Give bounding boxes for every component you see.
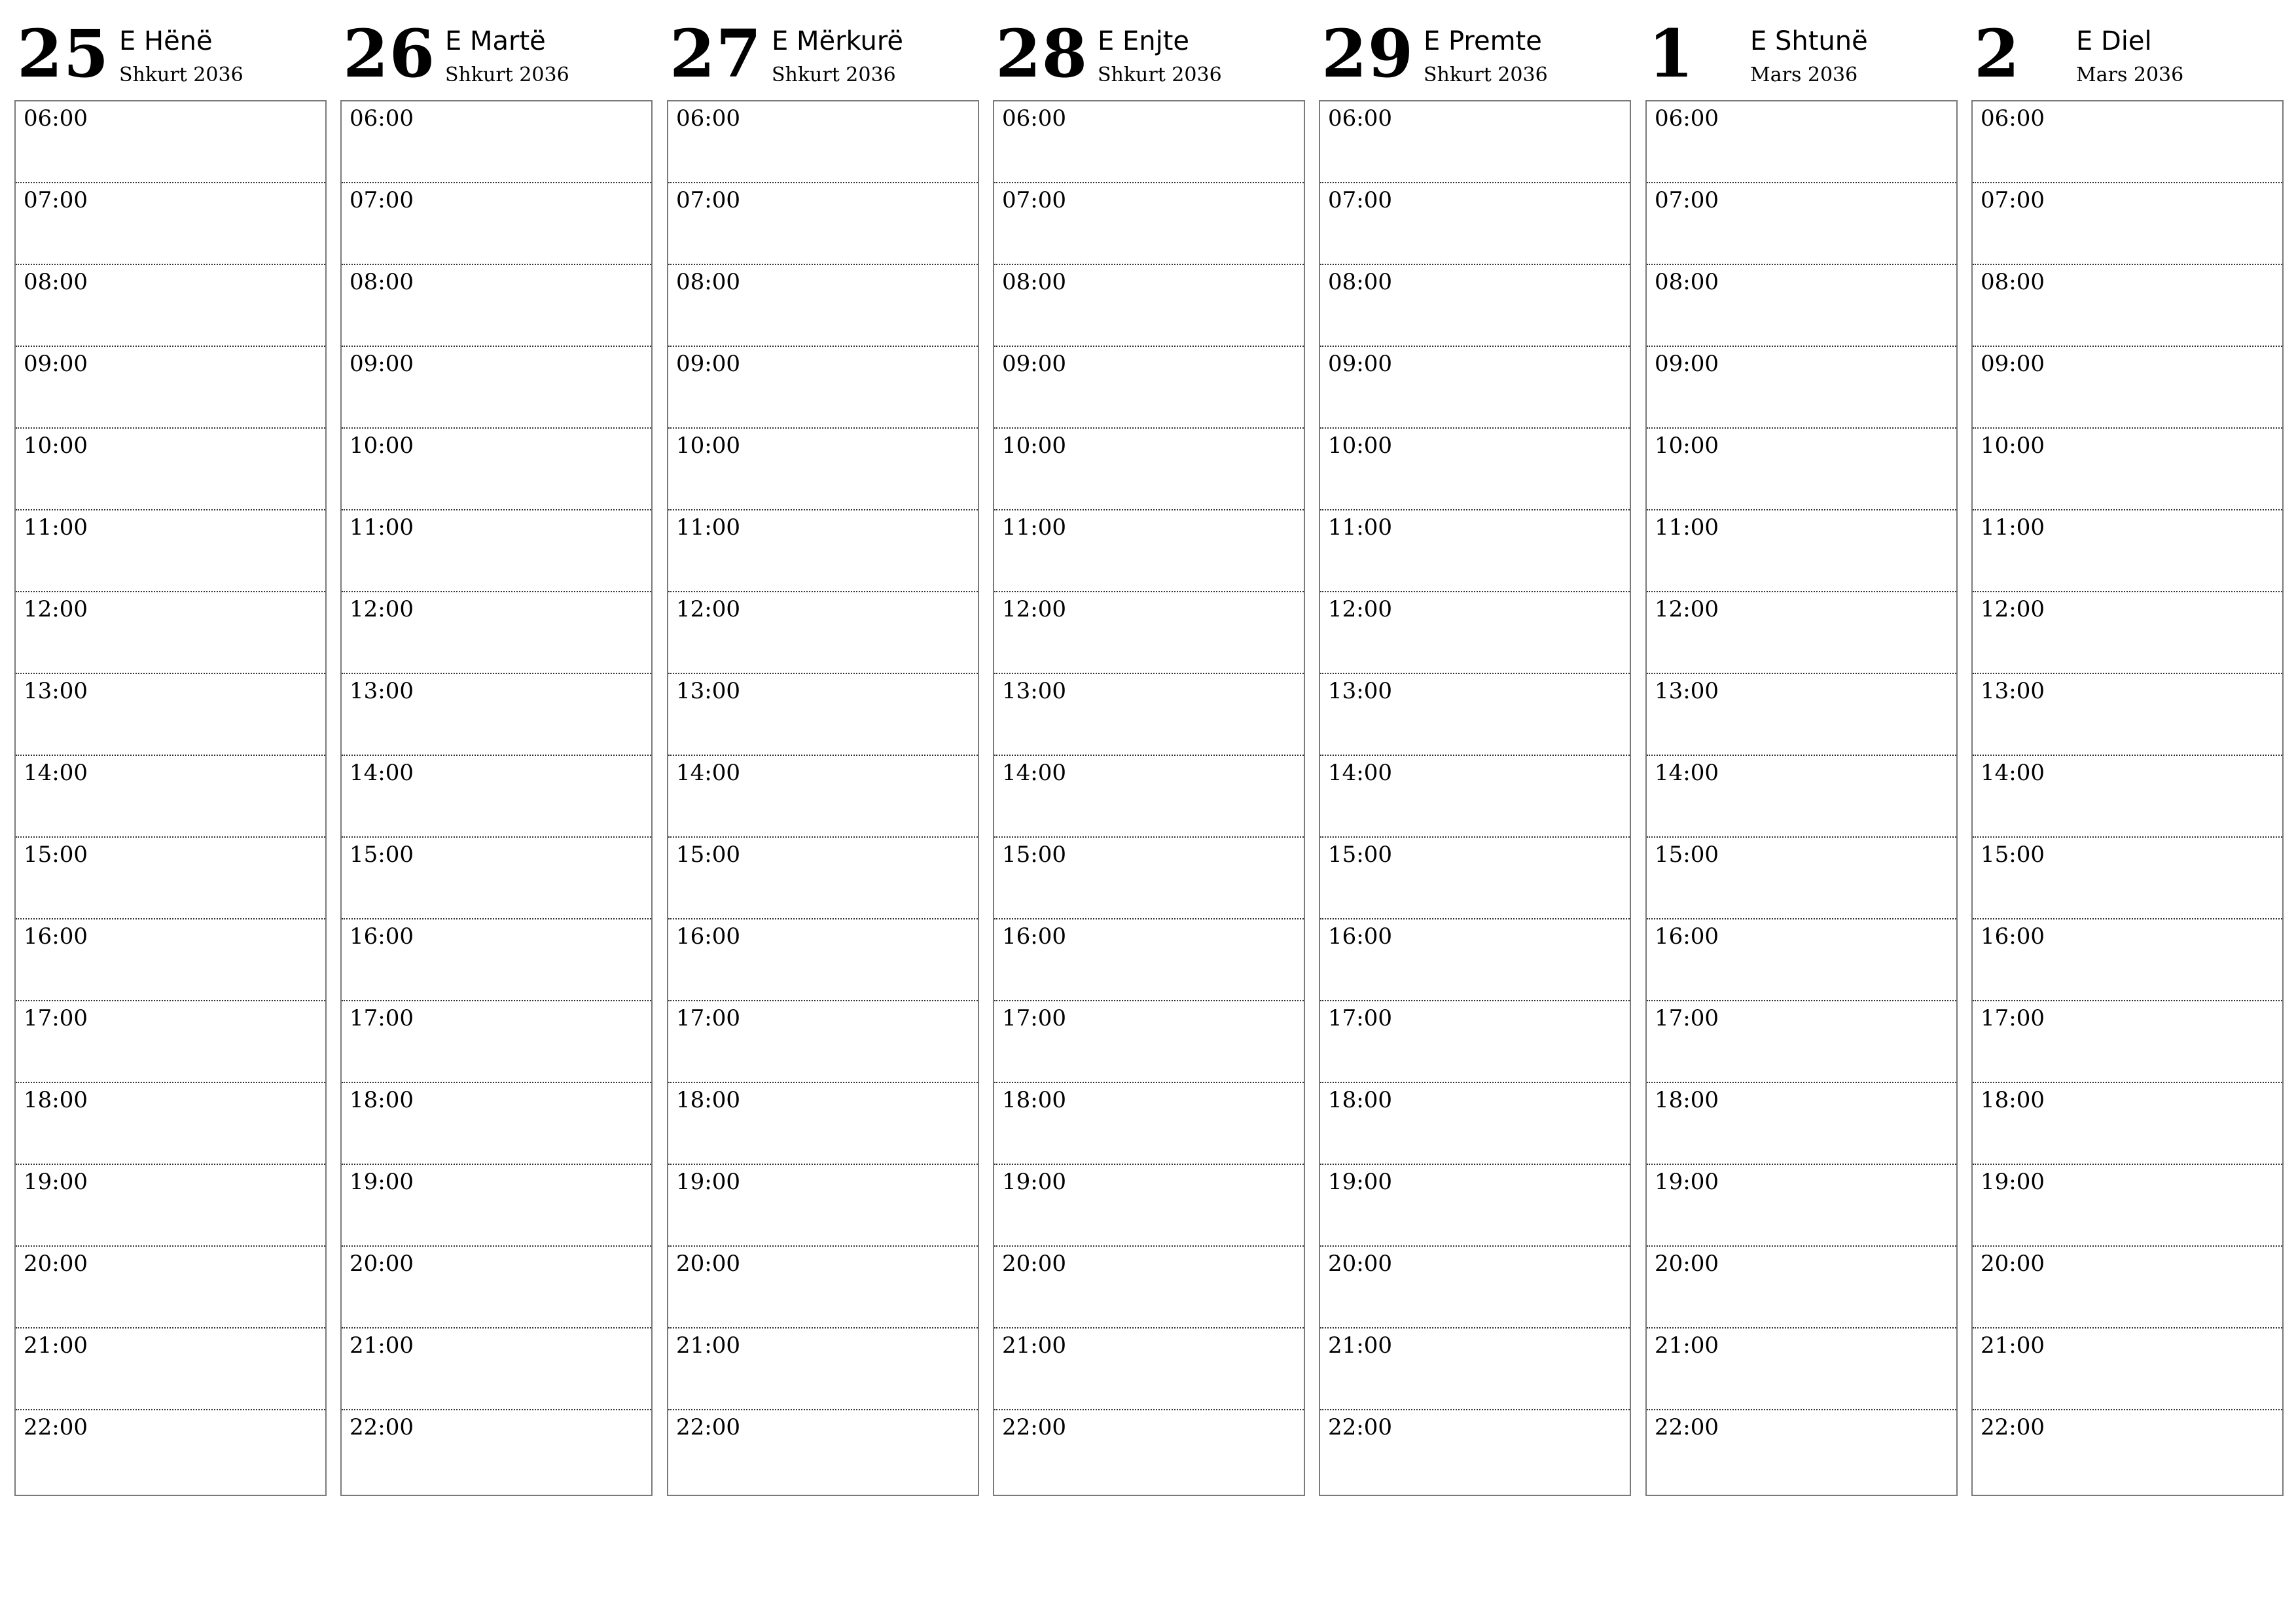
- day-column: [1319, 0, 1631, 1505]
- time-slot[interactable]: [994, 756, 1304, 838]
- slot-time: 10:00: [1981, 433, 2045, 459]
- slot-time: 19:00: [1328, 1169, 1392, 1195]
- slot-time: 09:00: [24, 351, 88, 377]
- time-slot[interactable]: [668, 1410, 978, 1492]
- slot-time: 18:00: [676, 1087, 740, 1113]
- time-slot[interactable]: [1973, 510, 2282, 592]
- slot-time: 14:00: [1655, 760, 1719, 786]
- slot-time: 22:00: [1002, 1414, 1066, 1440]
- time-slot[interactable]: [16, 265, 325, 347]
- time-slot[interactable]: [1973, 347, 2282, 429]
- slot-time: 11:00: [350, 514, 414, 541]
- time-slot[interactable]: [1320, 347, 1630, 429]
- slot-time: 17:00: [676, 1005, 740, 1031]
- slot-time: 08:00: [1655, 269, 1719, 295]
- slot-time: 07:00: [1655, 187, 1719, 213]
- time-slot[interactable]: [342, 1165, 651, 1247]
- day-number: 2: [1974, 15, 2020, 92]
- time-slot[interactable]: [668, 265, 978, 347]
- time-slot[interactable]: [1647, 592, 1956, 674]
- slot-time: 13:00: [1002, 678, 1066, 704]
- day-name: E Shtunë: [1750, 26, 1868, 56]
- time-slot[interactable]: [1320, 1410, 1630, 1492]
- time-slot[interactable]: [1973, 1247, 2282, 1329]
- time-slot[interactable]: [1320, 838, 1630, 919]
- slot-time: 16:00: [676, 923, 740, 950]
- slot-time: 18:00: [1328, 1087, 1392, 1113]
- time-slot[interactable]: [994, 1247, 1304, 1329]
- time-slot[interactable]: [16, 1329, 325, 1410]
- time-slot[interactable]: [1320, 1083, 1630, 1165]
- time-slot[interactable]: [1647, 265, 1956, 347]
- time-slot[interactable]: [668, 347, 978, 429]
- slot-time: 06:00: [1981, 105, 2045, 132]
- slot-time: 08:00: [676, 269, 740, 295]
- time-slot[interactable]: [16, 919, 325, 1001]
- day-header: [667, 0, 979, 98]
- day-number: 26: [343, 15, 436, 92]
- time-slot[interactable]: [1973, 592, 2282, 674]
- slot-time: 21:00: [1981, 1332, 2045, 1359]
- slot-time: 07:00: [1981, 187, 2045, 213]
- time-slot[interactable]: [1973, 1083, 2282, 1165]
- time-slot[interactable]: [16, 1001, 325, 1083]
- slot-time: 16:00: [24, 923, 88, 950]
- time-slot[interactable]: [994, 674, 1304, 756]
- time-slot[interactable]: [1973, 265, 2282, 347]
- slot-time: 13:00: [1328, 678, 1392, 704]
- slot-time: 07:00: [1002, 187, 1066, 213]
- slot-time: 22:00: [1328, 1414, 1392, 1440]
- day-column: [14, 0, 327, 1505]
- slot-time: 10:00: [1328, 433, 1392, 459]
- time-slot[interactable]: [668, 1247, 978, 1329]
- slot-time: 07:00: [1328, 187, 1392, 213]
- slot-time: 21:00: [676, 1332, 740, 1359]
- time-slot[interactable]: [994, 183, 1304, 265]
- slot-time: 17:00: [24, 1005, 88, 1031]
- day-header: [1319, 0, 1631, 98]
- time-slot[interactable]: [1320, 1329, 1630, 1410]
- day-month: Shkurt 2036: [1424, 63, 1548, 86]
- slot-time: 12:00: [676, 596, 740, 622]
- slot-time: 07:00: [350, 187, 414, 213]
- time-slot[interactable]: [1647, 101, 1956, 183]
- slot-time: 19:00: [676, 1169, 740, 1195]
- slot-time: 17:00: [1002, 1005, 1066, 1031]
- time-slot[interactable]: [1973, 838, 2282, 919]
- time-slot[interactable]: [1647, 429, 1956, 510]
- slot-time: 20:00: [1655, 1251, 1719, 1277]
- slot-time: 10:00: [676, 433, 740, 459]
- day-schedule: [1971, 100, 2284, 1496]
- slot-time: 10:00: [24, 433, 88, 459]
- time-slot[interactable]: [1647, 510, 1956, 592]
- time-slot[interactable]: [342, 919, 651, 1001]
- time-slot[interactable]: [994, 1410, 1304, 1492]
- slot-time: 18:00: [24, 1087, 88, 1113]
- slot-time: 13:00: [676, 678, 740, 704]
- time-slot[interactable]: [1647, 1410, 1956, 1492]
- slot-time: 12:00: [1655, 596, 1719, 622]
- time-slot[interactable]: [16, 347, 325, 429]
- slot-time: 18:00: [350, 1087, 414, 1113]
- time-slot[interactable]: [342, 674, 651, 756]
- day-schedule: [14, 100, 327, 1496]
- slot-time: 17:00: [1655, 1005, 1719, 1031]
- slot-time: 18:00: [1981, 1087, 2045, 1113]
- time-slot[interactable]: [994, 510, 1304, 592]
- slot-time: 12:00: [1002, 596, 1066, 622]
- time-slot[interactable]: [994, 1165, 1304, 1247]
- time-slot[interactable]: [1647, 838, 1956, 919]
- time-slot[interactable]: [342, 1083, 651, 1165]
- time-slot[interactable]: [994, 592, 1304, 674]
- time-slot[interactable]: [342, 265, 651, 347]
- slot-time: 10:00: [1002, 433, 1066, 459]
- slot-time: 21:00: [1328, 1332, 1392, 1359]
- slot-time: 21:00: [24, 1332, 88, 1359]
- slot-time: 20:00: [350, 1251, 414, 1277]
- time-slot[interactable]: [1647, 1329, 1956, 1410]
- slot-time: 12:00: [24, 596, 88, 622]
- time-slot[interactable]: [994, 101, 1304, 183]
- time-slot[interactable]: [342, 510, 651, 592]
- time-slot[interactable]: [1973, 674, 2282, 756]
- slot-time: 08:00: [24, 269, 88, 295]
- day-month: Mars 2036: [1750, 63, 1858, 86]
- time-slot[interactable]: [1973, 101, 2282, 183]
- slot-time: 11:00: [1328, 514, 1392, 541]
- day-schedule: [993, 100, 1305, 1496]
- slot-time: 15:00: [1328, 842, 1392, 868]
- slot-time: 18:00: [1655, 1087, 1719, 1113]
- time-slot[interactable]: [994, 1001, 1304, 1083]
- slot-time: 11:00: [1981, 514, 2045, 541]
- time-slot[interactable]: [668, 919, 978, 1001]
- slot-time: 12:00: [1328, 596, 1392, 622]
- slot-time: 16:00: [1328, 923, 1392, 950]
- time-slot[interactable]: [1647, 1083, 1956, 1165]
- slot-time: 13:00: [1655, 678, 1719, 704]
- day-month: Shkurt 2036: [772, 63, 896, 86]
- time-slot[interactable]: [668, 183, 978, 265]
- slot-time: 22:00: [1981, 1414, 2045, 1440]
- time-slot[interactable]: [342, 1001, 651, 1083]
- slot-time: 09:00: [1328, 351, 1392, 377]
- time-slot[interactable]: [1647, 183, 1956, 265]
- slot-time: 11:00: [676, 514, 740, 541]
- slot-time: 12:00: [1981, 596, 2045, 622]
- day-header: [1645, 0, 1958, 98]
- day-month: Shkurt 2036: [1098, 63, 1222, 86]
- slot-time: 20:00: [1328, 1251, 1392, 1277]
- slot-time: 21:00: [350, 1332, 414, 1359]
- slot-time: 22:00: [350, 1414, 414, 1440]
- time-slot[interactable]: [1320, 919, 1630, 1001]
- time-slot[interactable]: [1973, 1165, 2282, 1247]
- day-column: [993, 0, 1305, 1505]
- slot-time: 18:00: [1002, 1087, 1066, 1113]
- time-slot[interactable]: [668, 510, 978, 592]
- time-slot[interactable]: [16, 1247, 325, 1329]
- time-slot[interactable]: [1973, 429, 2282, 510]
- day-header: [1971, 0, 2284, 98]
- day-name: E Enjte: [1098, 26, 1190, 56]
- slot-time: 13:00: [350, 678, 414, 704]
- slot-time: 19:00: [24, 1169, 88, 1195]
- time-slot[interactable]: [994, 1083, 1304, 1165]
- slot-time: 19:00: [1002, 1169, 1066, 1195]
- time-slot[interactable]: [16, 429, 325, 510]
- slot-time: 08:00: [1002, 269, 1066, 295]
- slot-time: 13:00: [1981, 678, 2045, 704]
- slot-time: 13:00: [24, 678, 88, 704]
- slot-time: 08:00: [1981, 269, 2045, 295]
- time-slot[interactable]: [668, 1001, 978, 1083]
- day-column: [1645, 0, 1958, 1505]
- time-slot[interactable]: [1320, 756, 1630, 838]
- day-month: Shkurt 2036: [119, 63, 243, 86]
- slot-time: 20:00: [1981, 1251, 2045, 1277]
- time-slot[interactable]: [1320, 1247, 1630, 1329]
- slot-time: 09:00: [1981, 351, 2045, 377]
- time-slot[interactable]: [1973, 1410, 2282, 1492]
- day-name: E Martë: [445, 26, 546, 56]
- slot-time: 22:00: [676, 1414, 740, 1440]
- slot-time: 07:00: [676, 187, 740, 213]
- time-slot[interactable]: [1320, 183, 1630, 265]
- slot-time: 09:00: [1655, 351, 1719, 377]
- time-slot[interactable]: [1647, 1165, 1956, 1247]
- time-slot[interactable]: [16, 756, 325, 838]
- time-slot[interactable]: [342, 347, 651, 429]
- slot-time: 21:00: [1002, 1332, 1066, 1359]
- day-header: [340, 0, 653, 98]
- time-slot[interactable]: [1647, 919, 1956, 1001]
- slot-time: 15:00: [350, 842, 414, 868]
- time-slot[interactable]: [668, 101, 978, 183]
- time-slot[interactable]: [1973, 1001, 2282, 1083]
- slot-time: 15:00: [676, 842, 740, 868]
- time-slot[interactable]: [342, 1410, 651, 1492]
- time-slot[interactable]: [16, 1410, 325, 1492]
- time-slot[interactable]: [1647, 674, 1956, 756]
- slot-time: 06:00: [676, 105, 740, 132]
- slot-time: 14:00: [24, 760, 88, 786]
- slot-time: 15:00: [1002, 842, 1066, 868]
- time-slot[interactable]: [342, 1329, 651, 1410]
- slot-time: 19:00: [1981, 1169, 2045, 1195]
- slot-time: 20:00: [24, 1251, 88, 1277]
- time-slot[interactable]: [1320, 429, 1630, 510]
- time-slot[interactable]: [1647, 347, 1956, 429]
- slot-time: 06:00: [1328, 105, 1392, 132]
- time-slot[interactable]: [1647, 1001, 1956, 1083]
- day-number: 27: [670, 15, 762, 92]
- time-slot[interactable]: [994, 265, 1304, 347]
- slot-time: 16:00: [350, 923, 414, 950]
- day-header: [14, 0, 327, 98]
- slot-time: 08:00: [1328, 269, 1392, 295]
- day-number: 1: [1648, 15, 1695, 92]
- day-name: E Hënë: [119, 26, 213, 56]
- time-slot[interactable]: [668, 674, 978, 756]
- slot-time: 17:00: [350, 1005, 414, 1031]
- slot-time: 22:00: [1655, 1414, 1719, 1440]
- slot-time: 17:00: [1981, 1005, 2045, 1031]
- day-column: [340, 0, 653, 1505]
- slot-time: 20:00: [1002, 1251, 1066, 1277]
- slot-time: 10:00: [1655, 433, 1719, 459]
- slot-time: 14:00: [350, 760, 414, 786]
- time-slot[interactable]: [1320, 510, 1630, 592]
- slot-time: 06:00: [350, 105, 414, 132]
- time-slot[interactable]: [1320, 1001, 1630, 1083]
- time-slot[interactable]: [1320, 674, 1630, 756]
- slot-time: 08:00: [350, 269, 414, 295]
- slot-time: 22:00: [24, 1414, 88, 1440]
- slot-time: 20:00: [676, 1251, 740, 1277]
- day-month: Mars 2036: [2076, 63, 2184, 86]
- time-slot[interactable]: [994, 1329, 1304, 1410]
- day-name: E Mërkurë: [772, 26, 904, 56]
- slot-time: 07:00: [24, 187, 88, 213]
- time-slot[interactable]: [668, 592, 978, 674]
- day-number: 28: [996, 15, 1088, 92]
- day-month: Shkurt 2036: [445, 63, 569, 86]
- time-slot[interactable]: [994, 347, 1304, 429]
- time-slot[interactable]: [1973, 183, 2282, 265]
- time-slot[interactable]: [16, 183, 325, 265]
- time-slot[interactable]: [342, 429, 651, 510]
- time-slot[interactable]: [16, 510, 325, 592]
- slot-time: 17:00: [1328, 1005, 1392, 1031]
- time-slot[interactable]: [342, 838, 651, 919]
- time-slot[interactable]: [994, 429, 1304, 510]
- slot-time: 14:00: [676, 760, 740, 786]
- time-slot[interactable]: [668, 1083, 978, 1165]
- day-number: 25: [17, 15, 110, 92]
- time-slot[interactable]: [1320, 592, 1630, 674]
- day-schedule: [667, 100, 979, 1496]
- time-slot[interactable]: [1973, 919, 2282, 1001]
- time-slot[interactable]: [1320, 1165, 1630, 1247]
- day-number: 29: [1321, 15, 1414, 92]
- time-slot[interactable]: [668, 1329, 978, 1410]
- day-name: E Diel: [2076, 26, 2152, 56]
- slot-time: 19:00: [1655, 1169, 1719, 1195]
- time-slot[interactable]: [1973, 756, 2282, 838]
- time-slot[interactable]: [994, 838, 1304, 919]
- slot-time: 12:00: [350, 596, 414, 622]
- time-slot[interactable]: [668, 1165, 978, 1247]
- day-schedule: [1645, 100, 1958, 1496]
- time-slot[interactable]: [16, 101, 325, 183]
- slot-time: 14:00: [1328, 760, 1392, 786]
- slot-time: 15:00: [1655, 842, 1719, 868]
- time-slot[interactable]: [668, 429, 978, 510]
- time-slot[interactable]: [1973, 1329, 2282, 1410]
- time-slot[interactable]: [668, 756, 978, 838]
- day-column: [1971, 0, 2284, 1505]
- slot-time: 16:00: [1655, 923, 1719, 950]
- time-slot[interactable]: [1647, 1247, 1956, 1329]
- time-slot[interactable]: [342, 183, 651, 265]
- time-slot[interactable]: [16, 838, 325, 919]
- time-slot[interactable]: [668, 838, 978, 919]
- day-column: [667, 0, 979, 1505]
- time-slot[interactable]: [1320, 265, 1630, 347]
- time-slot[interactable]: [342, 592, 651, 674]
- slot-time: 11:00: [24, 514, 88, 541]
- slot-time: 16:00: [1981, 923, 2045, 950]
- time-slot[interactable]: [994, 919, 1304, 1001]
- slot-time: 21:00: [1655, 1332, 1719, 1359]
- slot-time: 10:00: [350, 433, 414, 459]
- slot-time: 06:00: [24, 105, 88, 132]
- time-slot[interactable]: [342, 101, 651, 183]
- time-slot[interactable]: [16, 1083, 325, 1165]
- time-slot[interactable]: [16, 1165, 325, 1247]
- slot-time: 06:00: [1655, 105, 1719, 132]
- slot-time: 14:00: [1981, 760, 2045, 786]
- slot-time: 06:00: [1002, 105, 1066, 132]
- day-header: [993, 0, 1305, 98]
- time-slot[interactable]: [1320, 101, 1630, 183]
- slot-time: 09:00: [676, 351, 740, 377]
- slot-time: 09:00: [1002, 351, 1066, 377]
- day-schedule: [1319, 100, 1631, 1496]
- slot-time: 15:00: [1981, 842, 2045, 868]
- slot-time: 19:00: [350, 1169, 414, 1195]
- slot-time: 11:00: [1655, 514, 1719, 541]
- day-name: E Premte: [1424, 26, 1542, 56]
- slot-time: 14:00: [1002, 760, 1066, 786]
- time-slot[interactable]: [16, 592, 325, 674]
- slot-time: 09:00: [350, 351, 414, 377]
- day-schedule: [340, 100, 653, 1496]
- time-slot[interactable]: [342, 756, 651, 838]
- slot-time: 16:00: [1002, 923, 1066, 950]
- slot-time: 11:00: [1002, 514, 1066, 541]
- slot-time: 15:00: [24, 842, 88, 868]
- time-slot[interactable]: [16, 674, 325, 756]
- time-slot[interactable]: [1647, 756, 1956, 838]
- time-slot[interactable]: [342, 1247, 651, 1329]
